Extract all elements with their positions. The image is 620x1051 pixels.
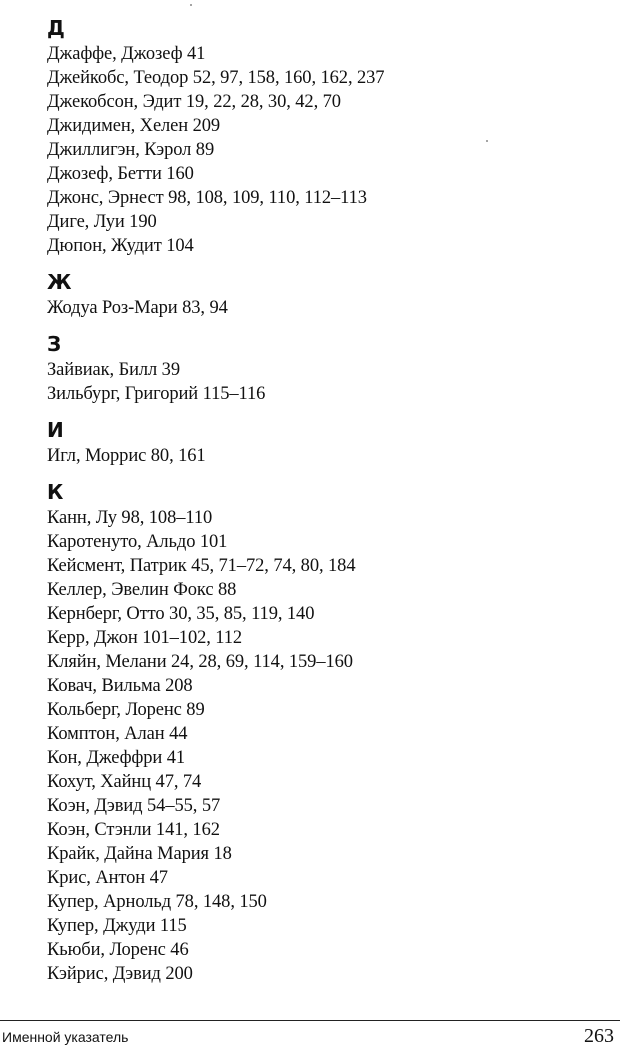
index-entry: Игл, Моррис 80, 161 xyxy=(47,446,206,466)
index-entry: Канн, Лу 98, 108–110 xyxy=(47,508,213,528)
index-entry: Кейсмент, Патрик 45, 71–72, 74, 80, 184 xyxy=(47,556,356,576)
index-section-k xyxy=(47,478,607,986)
index-entry: Комптон, Алан 44 xyxy=(47,724,188,744)
index-entry: Зайвиак, Билл 39 xyxy=(47,360,180,380)
index-entry: Джиллигэн, Кэрол 89 xyxy=(47,140,215,160)
index-entry: Кэйрис, Дэвид 200 xyxy=(47,964,193,984)
index-entry: Ковач, Вильма 208 xyxy=(47,676,193,696)
index-section-i xyxy=(47,416,607,468)
section-letter: З xyxy=(47,332,62,356)
index-entry: Жодуа Роз-Мари 83, 94 xyxy=(47,298,228,318)
index-entry: Кольберг, Лоренс 89 xyxy=(47,700,205,720)
index-entry: Зильбург, Григорий 115–116 xyxy=(47,384,266,404)
index-entry: Джейкобс, Теодор 52, 97, 158, 160, 162, 237 xyxy=(47,68,385,88)
section-letter: К xyxy=(47,480,64,504)
index-entry: Купер, Джуди 115 xyxy=(47,916,187,936)
index-entry: Келлер, Эвелин Фокс 88 xyxy=(47,580,237,600)
section-letter: И xyxy=(47,418,64,442)
index-entry: Крайк, Дайна Мария 18 xyxy=(47,844,232,864)
index-entry: Купер, Арнольд 78, 148, 150 xyxy=(47,892,267,912)
page-number: 263 xyxy=(584,1025,614,1047)
index-entry: Кляйн, Мелани 24, 28, 69, 114, 159–160 xyxy=(47,652,353,672)
index-entry: Крис, Антон 47 xyxy=(47,868,168,888)
index-entry: Каротенуто, Альдо 101 xyxy=(47,532,228,552)
footer-divider xyxy=(0,1020,620,1021)
index-entry: Кон, Джеффри 41 xyxy=(47,748,186,768)
index-entry: Джидимен, Хелен 209 xyxy=(47,116,221,136)
index-entry: Дюпон, Жудит 104 xyxy=(47,236,194,256)
index-section-zh xyxy=(47,268,607,320)
section-letter: Д xyxy=(47,16,65,40)
index-section-d xyxy=(47,14,607,258)
index-entry: Керр, Джон 101–102, 112 xyxy=(47,628,243,648)
index-entry: Джекобсон, Эдит 19, 22, 28, 30, 42, 70 xyxy=(47,92,341,112)
index-entry: Коэн, Дэвид 54–55, 57 xyxy=(47,796,221,816)
index-entry: Диге, Луи 190 xyxy=(47,212,157,232)
running-title: Именной указатель xyxy=(2,1029,129,1045)
index-entry: Джаффе, Джозеф 41 xyxy=(47,44,206,64)
index-entry: Джозеф, Бетти 160 xyxy=(47,164,194,184)
section-letter: Ж xyxy=(47,270,72,294)
scan-speck xyxy=(486,140,488,142)
index-section-z xyxy=(47,330,607,406)
index-entry: Кьюби, Лоренс 46 xyxy=(47,940,189,960)
index-entry: Кохут, Хайнц 47, 74 xyxy=(47,772,202,792)
index-entry: Кернберг, Отто 30, 35, 85, 119, 140 xyxy=(47,604,315,624)
scan-speck xyxy=(190,4,192,6)
index-entry: Коэн, Стэнли 141, 162 xyxy=(47,820,220,840)
index-entry: Джонс, Эрнест 98, 108, 109, 110, 112–113 xyxy=(47,188,367,208)
name-index xyxy=(47,14,607,986)
